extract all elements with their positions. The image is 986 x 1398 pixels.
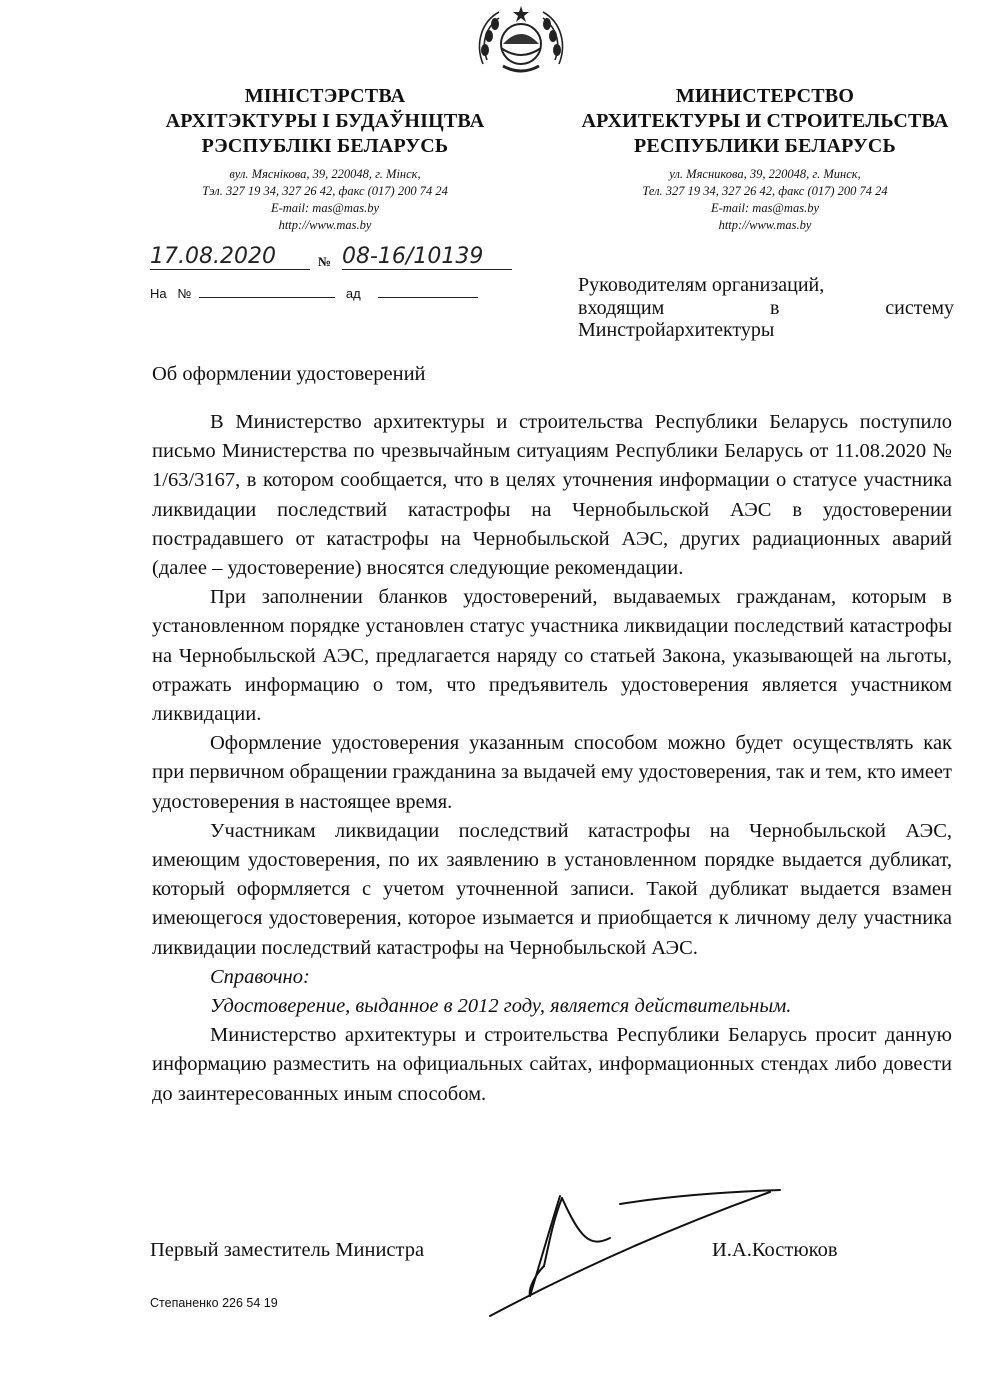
signatory-name: И.А.Костюков (712, 1239, 838, 1261)
signatory-role: Первый заместитель Министра (150, 1239, 425, 1261)
reference-ad-label: ад (345, 286, 361, 301)
org-name-ru-line3: РЕСПУБЛИКИ БЕЛАРУСЬ (634, 135, 896, 157)
org-header-ru (555, 84, 975, 234)
reference-no-label: № (177, 286, 192, 301)
reference-line (150, 286, 478, 301)
org-header-by (120, 84, 530, 234)
registration-number: 08-16/10139 (342, 244, 512, 270)
reference-number-blank (199, 297, 335, 298)
body-paragraph-4: Участникам ликвидации последствий катастрофы на Чернобыльской АЭС, имеющим удостоверения, по их заявлению в установленном порядке выдается дубликат, который оформляется с учетом уточненной записи. Такой дубликат выдается взамен имеющегося удостоверения, которое изымается и приобщается к личному делу участника ликвидации последствий катастрофы на Чернобыльской АЭС. (152, 819, 952, 959)
body-paragraph-2: При заполнении бланков удостоверений, выдаваемых гражданам, которым в установленном порядке установлен статус участника ликвидации последствий катастрофы на Чернобыльской АЭС, предлагается наряду со статьей Закона, указывающей на льготы, отражать информацию о том, что предъявитель удостоверения является участником ликвидации. (152, 586, 952, 726)
org-name-by-line1: МІНІСТЭРСТВА (244, 85, 406, 107)
org-phones-by: Тэл. 327 19 34, 327 26 42, факс (017) 200 74 24 (202, 184, 448, 198)
letter-body (152, 408, 952, 1109)
registration-line (150, 240, 530, 276)
letter-subject: Об оформлении удостоверений (152, 363, 426, 385)
org-name-by-line2: АРХІТЭКТУРЫ І БУДАЎНІЦТВА (165, 110, 485, 132)
addressee-line3: Минстройархитектуры (578, 319, 775, 341)
body-paragraph-1: В Министерство архитектуры и строительства Республики Беларусь поступило письмо Министерства по чрезвычайным ситуациям Республики Беларусь от 11.08.2020 № 1/63/3167, в котором сообщается, что в целях уточнения информации о статусе участника ликвидации последствий катастрофы на Чернобыльской АЭС в удостоверении пострадавшего от катастрофы на Чернобыльской АЭС, других радиационных аварий (далее – удостоверение) вносятся следующие рекомендации. (152, 411, 952, 580)
org-name-by-line3: РЭСПУБЛІКІ БЕЛАРУСЬ (201, 135, 449, 157)
body-paragraph-3: Оформление удостоверения указанным способом можно будет осуществлять как при первичном обращении гражданина за выдачей ему удостоверения, так и тем, кто имеет удостоверения в настоящее время. (152, 732, 952, 813)
note-text: Удостоверение, выданное в 2012 году, является действительным. (210, 995, 792, 1018)
org-phones-ru: Тел. 327 19 34, 327 26 42, факс (017) 200 74 24 (642, 184, 888, 198)
org-web-ru: http://www.mas.by (718, 218, 812, 232)
org-email-ru: E-mail: mas@mas.by (710, 201, 819, 215)
addressee-line2: входящим в систему (578, 296, 954, 319)
org-web-by: http://www.mas.by (278, 218, 372, 232)
body-paragraph-5: Министерство архитектуры и строительства Республики Беларусь просит данную информацию разместить на официальных сайтах, информационных стендах либо довести до заинтересованных иным способом. (152, 1024, 952, 1105)
registration-no-label: № (318, 254, 332, 269)
note-label: Справочно: (210, 965, 310, 988)
registration-date: 17.08.2020 (150, 244, 310, 270)
org-address-ru: ул. Мясникова, 39, 220048, г. Минск, (669, 167, 861, 181)
org-name-ru-line2: АРХИТЕКТУРЫ И СТРОИТЕЛЬСТВА (581, 110, 949, 132)
org-email-by: E-mail: mas@mas.by (270, 201, 379, 215)
reference-na-label: На (150, 286, 167, 301)
state-emblem-icon (473, 4, 569, 78)
executor-contact: Степаненко 226 54 19 (150, 1296, 278, 1310)
reference-date-blank (378, 297, 478, 298)
org-address-by: вул. Мяснікова, 39, 220048, г. Мінск, (229, 167, 421, 181)
org-name-ru-line1: МИНИСТЕРСТВО (675, 85, 855, 107)
addressee (578, 274, 954, 342)
addressee-line1: Руководителям организаций, (578, 274, 825, 296)
